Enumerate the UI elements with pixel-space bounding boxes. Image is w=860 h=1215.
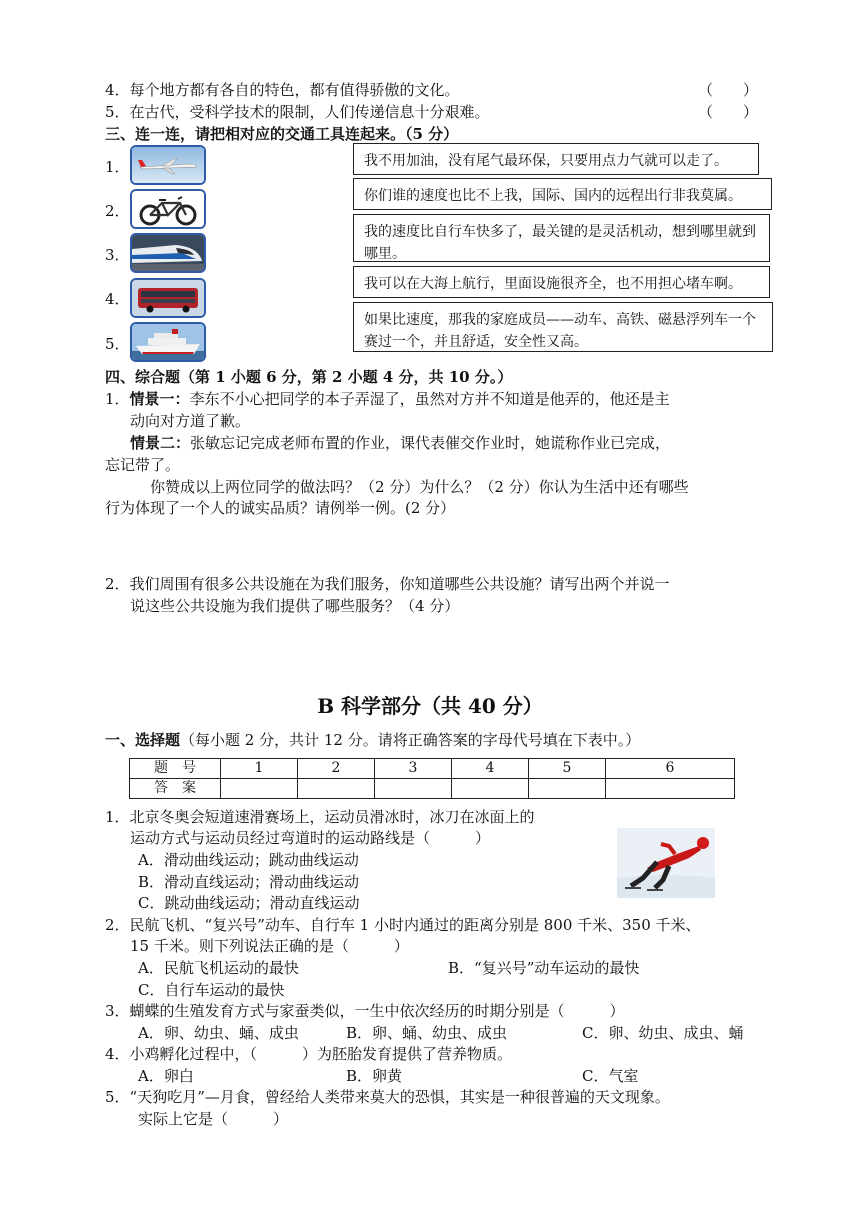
match-number-5: 5． xyxy=(105,335,130,353)
section4-q1-scene2 xyxy=(130,432,670,454)
b-q2-option-b: B．“复兴号”动车运动的最快 xyxy=(448,959,640,977)
section4-q2-line2: 说这些公共设施为我们提供了哪些服务？（4 分） xyxy=(130,597,460,615)
airplane-icon xyxy=(130,145,206,185)
match-description-4: 我可以在大海上航行，里面设施很齐全，也不用担心堵车啊。 xyxy=(353,266,770,298)
judgement-q4: 4．每个地方都有各自的特色，都有值得骄傲的文化。 xyxy=(105,81,460,99)
bus-icon xyxy=(130,278,206,318)
match-number-1: 1． xyxy=(105,158,130,176)
table-answer-label: 答 案 xyxy=(130,779,221,799)
b-q2-option-a: A．民航飞机运动的最快 xyxy=(138,959,299,977)
cruise-ship-icon xyxy=(130,322,206,362)
section1-note: （每小题 2 分，共计 12 分。请将正确答案的字母代号填在下表中。） xyxy=(180,731,641,749)
table-row xyxy=(130,779,735,799)
answer-paren-q4: （ ） xyxy=(698,81,759,99)
b-q2-line1: 2．民航飞机、“复兴号”动车、自行车 1 小时内通过的距离分别是 800 千米、350 千米、 xyxy=(105,916,701,934)
q1-ask-line2: 行为体现了一个人的诚实品质？请例举一例。(2 分） xyxy=(105,499,456,517)
b-q1-line1: 1．北京冬奥会短道速滑赛场上，运动员滑冰时，冰刀在冰面上的 xyxy=(105,808,535,826)
match-description-2: 你们谁的速度也比不上我，国际、国内的远程出行非我莫属。 xyxy=(353,178,772,210)
part-b-title: B 科学部分（共 40 分） xyxy=(317,694,543,718)
match-number-3: 3． xyxy=(105,246,130,264)
speed-skater-photo xyxy=(617,828,715,898)
table-number-6: 6 xyxy=(606,759,735,779)
b-q1-option-c: C．跳动曲线运动；滑动直线运动 xyxy=(138,894,360,912)
table-row xyxy=(130,759,735,779)
b-q1-option-b: B．滑动直线运动；滑动曲线运动 xyxy=(138,873,360,891)
high-speed-train-icon xyxy=(130,233,206,273)
section1-label: 一、选择题 xyxy=(105,731,181,749)
answer-cell-5[interactable] xyxy=(529,779,606,799)
b-q4-option-b: B．卵黄 xyxy=(346,1067,403,1085)
match-description-3: 我的速度比自行车快多了，最关键的是灵活机动，想到哪里就到哪里。 xyxy=(353,214,770,262)
table-number-3: 3 xyxy=(375,759,452,779)
table-number-5: 5 xyxy=(529,759,606,779)
match-number-2: 2． xyxy=(105,202,130,220)
b-q5-line1: 5．“天狗吃月”—月食，曾经给人类带来莫大的恐惧，其实是一种很普遍的天文现象。 xyxy=(105,1088,670,1106)
b-q2-option-c: C．自行车运动的最快 xyxy=(138,981,285,999)
scene1-label: 情景一： xyxy=(129,390,190,408)
answer-cell-6[interactable] xyxy=(606,779,735,799)
judgement-q5: 5．在古代，受科学技术的限制，人们传递信息十分艰难。 xyxy=(105,103,490,121)
section4-q2-line1: 2．我们周围有很多公共设施在为我们服务，你知道哪些公共设施？请写出两个并说一 xyxy=(105,575,670,593)
b-q4-option-c: C．气室 xyxy=(582,1067,639,1085)
match-description-5: 如果比速度，那我的家庭成员——动车、高铁、磁悬浮列车一个赛过一个，并且舒适，安全性又高。 xyxy=(353,302,773,352)
part-b-section1-title xyxy=(105,729,640,751)
scene1-text-line2: 动向对方道了歉。 xyxy=(130,412,251,430)
section4-title: 四、综合题（第 1 小题 6 分，第 2 小题 4 分，共 10 分。） xyxy=(105,368,513,386)
b-q3-option-a: A．卵、幼虫、蛹、成虫 xyxy=(138,1024,299,1042)
match-description-1: 我不用加油，没有尾气最环保，只要用点力气就可以走了。 xyxy=(353,143,759,175)
scene2-text-line2: 忘记带了。 xyxy=(105,456,181,474)
scene2-label: 情景二： xyxy=(130,434,191,452)
answer-cell-1[interactable] xyxy=(221,779,298,799)
answer-cell-2[interactable] xyxy=(298,779,375,799)
table-number-4: 4 xyxy=(452,759,529,779)
b-q4-option-a: A．卵白 xyxy=(138,1067,194,1085)
b-q3-line1: 3．蝴蝶的生殖发育方式与家蚕类似，一生中依次经历的时期分别是（ ） xyxy=(105,1002,625,1020)
scene1-text-line1: 李东不小心把同学的本子弄湿了，虽然对方并不知道是他弄的，他还是主 xyxy=(189,390,670,408)
b-q2-line2: 15 千米。则下列说法正确的是（ ） xyxy=(130,937,409,955)
q1-ask-line1: 你赞成以上两位同学的做法吗？（2 分）为什么？（2 分）你认为生活中还有哪些 xyxy=(150,478,689,496)
b-q3-option-c: C．卵、幼虫、成虫、蛹 xyxy=(582,1024,744,1042)
answer-table xyxy=(129,758,735,799)
answer-cell-3[interactable] xyxy=(375,779,452,799)
section3-title: 三、连一连，请把相对应的交通工具连起来。（5 分） xyxy=(105,125,459,143)
b-q4-line1: 4．小鸡孵化过程中，（ ）为胚胎发育提供了营养物质。 xyxy=(105,1045,513,1063)
b-q5-line2: 实际上它是（ ） xyxy=(138,1110,289,1128)
b-q1-line2: 运动方式与运动员经过弯道时的运动路线是（ ） xyxy=(130,829,491,847)
answer-paren-q5: （ ） xyxy=(698,103,759,121)
b-q3-option-b: B．卵、蛹、幼虫、成虫 xyxy=(346,1024,508,1042)
match-number-4: 4． xyxy=(105,290,130,308)
bicycle-icon xyxy=(130,189,206,229)
q1-number: 1． xyxy=(105,390,130,408)
table-number-2: 2 xyxy=(298,759,375,779)
scene2-text-line1: 张敏忘记完成老师布置的作业，课代表催交作业时，她谎称作业已完成， xyxy=(190,434,671,452)
table-number-1: 1 xyxy=(221,759,298,779)
section4-q1-scene1 xyxy=(105,388,670,410)
b-q1-option-a: A．滑动曲线运动；跳动曲线运动 xyxy=(138,851,359,869)
answer-cell-4[interactable] xyxy=(452,779,529,799)
table-header-label: 题 号 xyxy=(130,759,221,779)
